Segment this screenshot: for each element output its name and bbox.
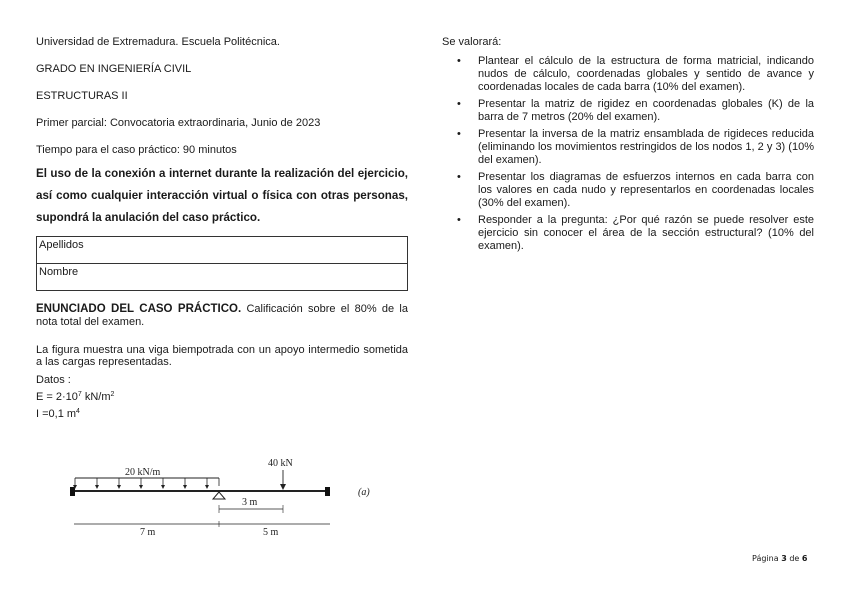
evaluation-title: Se valorará:	[442, 36, 502, 48]
time-line: Tiempo para el caso práctico: 90 minutos	[36, 144, 237, 156]
surname-label: Apellidos	[39, 239, 84, 251]
name-label: Nombre	[39, 266, 79, 278]
bullet-icon: •	[457, 128, 461, 140]
figure-label: (a)	[358, 487, 370, 498]
university-line: Universidad de Extremadura. Escuela Politécnica.	[36, 36, 280, 48]
dimension-3m: 3 m	[242, 497, 258, 508]
distributed-load-label: 20 kN/m	[125, 467, 161, 478]
statement-grading: Calificación sobre el 80% de la nota total del examen.	[36, 303, 408, 328]
list-item: • Presentar los diagramas de esfuerzos internos en cada barra con los valores en cada nudo y representarlos en coordenadas locales (30% del examen).	[457, 171, 814, 209]
surname-field[interactable]	[37, 237, 408, 264]
subject-line: ESTRUCTURAS II	[36, 90, 128, 102]
statement-intro	[36, 303, 408, 329]
intermediate-support	[213, 492, 225, 499]
list-item: • Responder a la pregunta: ¿Por qué razón se puede resolver este ejercicio sin conocer el área de la sección estructural? (10% del examen).	[457, 214, 814, 252]
right-column	[442, 36, 814, 257]
bullet-icon: •	[457, 214, 461, 226]
inertia: I =0,1 $m^4$	[36, 408, 80, 420]
list-item: • Presentar la matriz de rigidez en coordenadas globales (K) de la barra de 7 metros (20% del examen).	[457, 98, 814, 123]
list-item: • Plantear el cálculo de la estructura de forma matricial, indicando nudos de cálculo, coordenadas globales y sentido de avance y coordenadas locales de cada barra (10% del examen).	[457, 55, 814, 93]
statement-description: La figura muestra una viga biempotrada con un apoyo intermedio sometida a las cargas representadas.	[36, 344, 408, 368]
dimension-7m: 7 m	[140, 527, 156, 538]
name-field[interactable]	[37, 264, 408, 291]
left-fixed-support	[70, 487, 75, 496]
distributed-load-arrows	[75, 478, 219, 486]
data-label: Datos :	[36, 374, 71, 386]
elastic-modulus: $E = 2\cdot 10^7$ $kN/m^2$	[36, 391, 115, 403]
left-column	[36, 36, 408, 421]
statement-heading: ENUNCIADO DEL CASO PRÁCTICO.	[36, 303, 242, 315]
bullet-icon: •	[457, 98, 461, 110]
student-id-table	[36, 236, 408, 291]
evaluation-list	[442, 55, 814, 253]
right-fixed-support	[325, 487, 330, 496]
page-number: Página 3 de 6	[752, 554, 808, 563]
list-item: • Presentar la inversa de la matriz ensamblada de rigideces reducida (eliminando los movimientos restringidos de los nodos 1, 2 y 3) (10% del examen).	[457, 128, 814, 166]
dimension-5m: 5 m	[263, 527, 279, 538]
exam-line: Primer parcial: Convocatoria extraordinaria, Junio de 2023	[36, 117, 321, 129]
beam-figure	[60, 450, 380, 540]
degree-line: GRADO EN INGENIERÍA CIVIL	[36, 63, 192, 75]
point-load-label: 40 kN	[268, 458, 293, 469]
bullet-icon: •	[457, 55, 461, 67]
warning-text: El uso de la conexión a internet durante la realización del ejercicio, así como cualquier interacción virtual o física con otras personas, supondrá la anulación del caso práctico.	[36, 167, 408, 224]
bullet-icon: •	[457, 171, 461, 183]
